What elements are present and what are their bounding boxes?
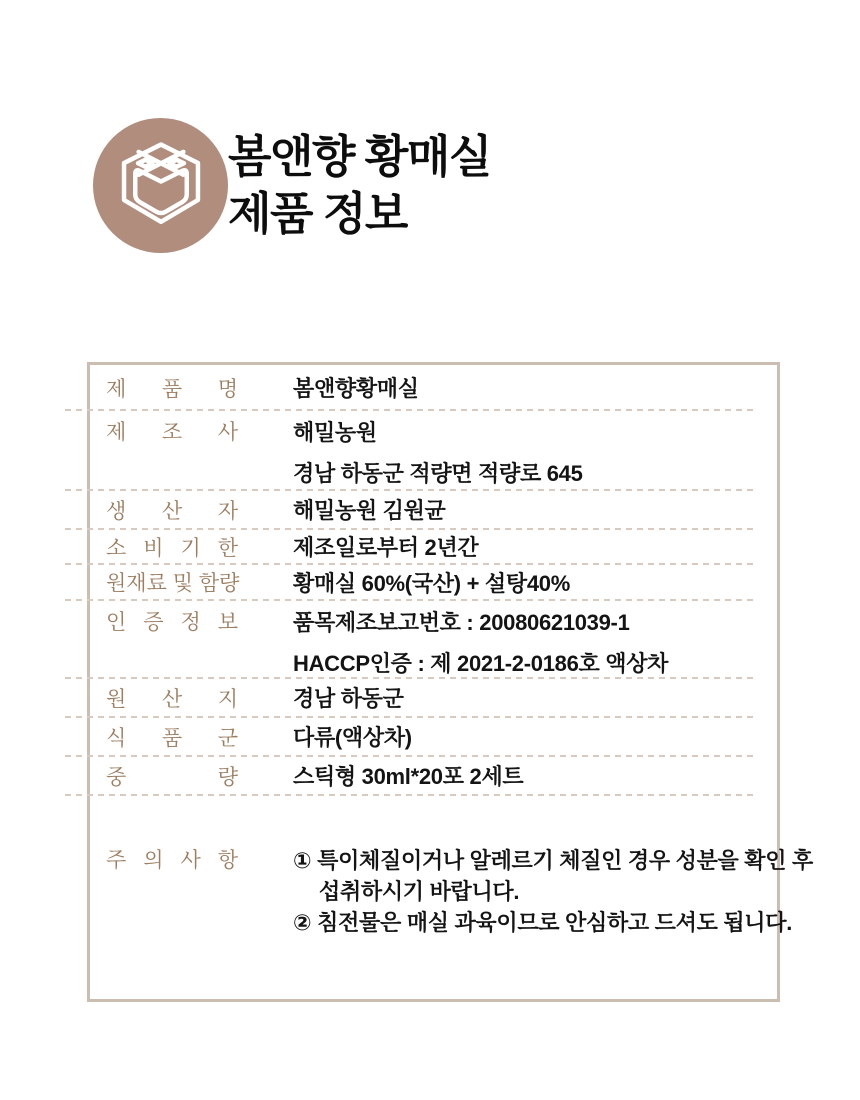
row-value: 다류(액상차) [293, 725, 412, 750]
row-caution [90, 795, 813, 999]
caution-item-1: ① 특이체질이거나 알레르기 체질인 경우 성분을 확인 후 [293, 848, 813, 873]
row-label: 제 품 명 [106, 377, 238, 401]
row-value: 경남 하동군 [293, 686, 404, 711]
row-value: 스틱형 30ml*20포 2세트 [293, 764, 524, 789]
row-value: 봄앤향황매실 [293, 376, 419, 401]
row-origin [90, 678, 777, 717]
row-label: 생 산 자 [106, 499, 238, 523]
row-manufacturer [90, 410, 777, 490]
page-title [228, 128, 491, 242]
certification-haccp: HACCP인증 : 제 2021-2-0186호 액상차 [293, 651, 669, 676]
row-label: 소 비 기 한 [106, 536, 238, 560]
caution-item-2: ② 침전물은 매실 과육이므로 안심하고 드셔도 됩니다. [293, 910, 793, 935]
page-title-line2: 제품 정보 [228, 188, 407, 239]
row-value: 해밀농원 김원균 [293, 498, 446, 523]
row-expiration [90, 529, 777, 564]
row-food-category [90, 717, 777, 756]
product-info-table [87, 362, 813, 1002]
caution-item-1-cont: 섭취하시기 바랍니다. [319, 879, 520, 904]
row-value [293, 602, 668, 684]
row-certification [90, 600, 777, 678]
row-ingredients [90, 564, 777, 600]
certification-report-number: 품목제조보고번호 : 20080621039-1 [293, 610, 630, 635]
row-label: 제 조 사 [106, 421, 238, 444]
row-weight [90, 756, 777, 795]
manufacturer-address: 경남 하동군 적량면 적량로 645 [293, 461, 583, 486]
package-icon [105, 130, 217, 242]
row-label: 원재료 및 함량 [106, 572, 240, 595]
row-value [293, 845, 813, 938]
row-label: 원 산 지 [106, 687, 238, 711]
manufacturer-name: 해밀농원 [293, 420, 377, 445]
row-label: 주 의 사 항 [106, 849, 238, 872]
page-title-line1: 봄앤향 황매실 [228, 131, 491, 182]
row-value [293, 412, 583, 494]
row-value: 제조일로부터 2년간 [293, 535, 479, 560]
row-value: 황매실 60%(국산) + 설탕40% [293, 570, 570, 596]
product-icon-badge [93, 118, 228, 253]
row-label: 인 증 정 보 [106, 611, 238, 634]
row-label: 중 량 [106, 765, 238, 789]
row-product-name [90, 365, 777, 410]
row-producer [90, 490, 777, 529]
row-label: 식 품 군 [106, 726, 238, 750]
